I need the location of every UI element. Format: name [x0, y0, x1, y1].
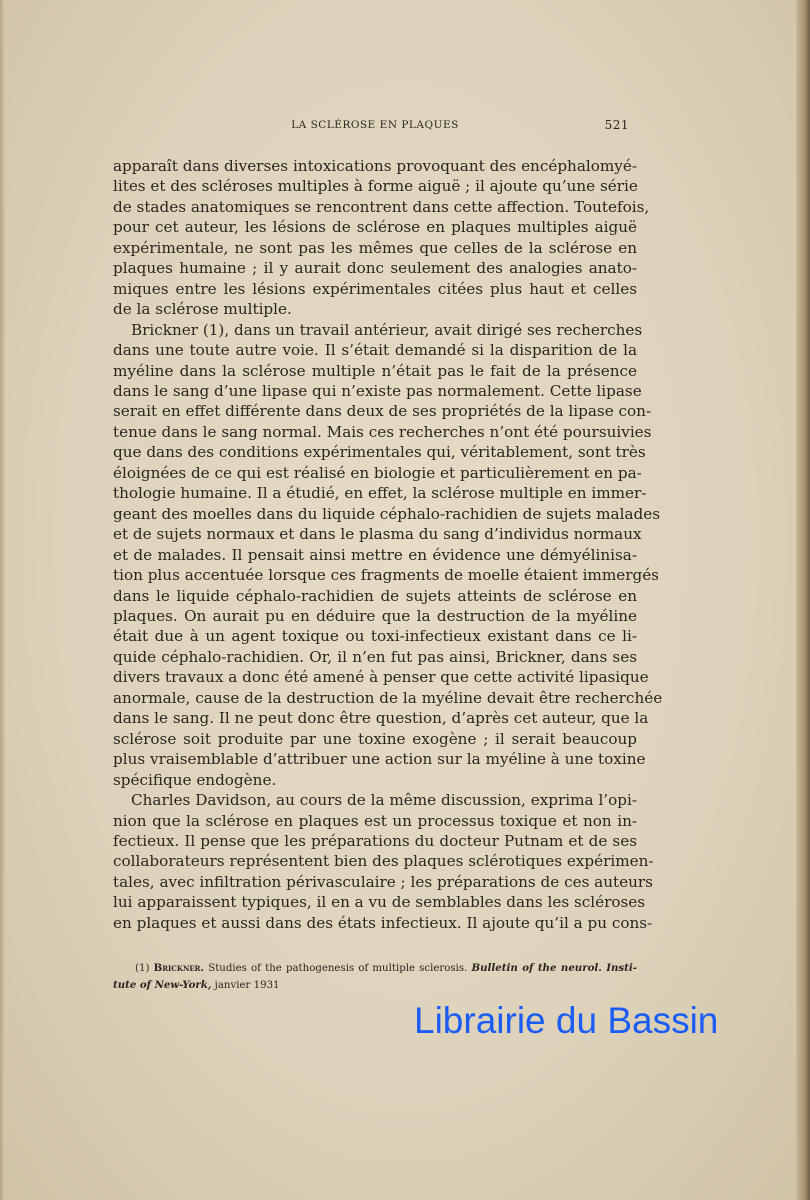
text-line: miques entre les lésions expérimentales citées plus haut et celles — [113, 279, 637, 298]
text-line: plus vraisemblable d’attribuer une action sur la myéline à une toxine — [113, 750, 646, 769]
text-line: tion plus accentuée lorsque ces fragments de moelle étaient immergés — [113, 566, 659, 585]
text-line: Charles Davidson, au cours de la même discussion, exprima l’opi- — [131, 791, 637, 810]
text-line: plaques humaine ; il y aurait donc seulement des analogies anato- — [113, 259, 637, 278]
text-line: pour cet auteur, les lésions de sclérose en plaques multiples aiguë — [113, 218, 637, 237]
text-line: de stades anatomiques se rencontrent dans cette affection. Toutefois, — [113, 197, 650, 216]
text-line: fectieux. Il pense que les préparations du docteur Putnam et de ses — [113, 831, 637, 850]
text-line: apparaît dans diverses intoxications provoquant des encéphalomyé- — [113, 157, 637, 175]
text-line: collaborateurs représentent bien des plaques sclérotiques expérimen- — [113, 852, 654, 871]
page-edge-right — [796, 0, 810, 1200]
text-line: dans le sang. Il ne peut donc être question, d’après cet auteur, que la — [113, 709, 649, 728]
footnote-line — [113, 960, 637, 977]
text-line: sclérose soit produite par une toxine exogène ; il serait beaucoup — [113, 729, 637, 748]
text-line: nion que la sclérose en plaques est un processus toxique et non in- — [113, 811, 637, 830]
text-line: était due à un agent toxique ou toxi-infectieux existant dans ce li- — [113, 627, 637, 646]
text-line: en plaques et aussi dans des états infectieux. Il ajoute qu’il a pu cons- — [113, 913, 653, 932]
text-line: de la sclérose multiple. — [113, 300, 292, 319]
text-line: dans le liquide céphalo-rachidien de sujets atteints de sclérose en — [113, 586, 637, 605]
footnote-journal: Bulletin of the neurol. Insti- — [471, 962, 637, 974]
text-line: serait en effet différente dans deux de ses propriétés de la lipase con- — [113, 402, 652, 421]
text-line: anormale, cause de la destruction de la myéline devait être recherchée — [113, 688, 663, 707]
footnote-journal-cont: tute of New-York, — [113, 979, 212, 991]
page-header — [113, 119, 637, 137]
footnote-line — [113, 977, 637, 994]
footnote-marker: (1) — [135, 963, 150, 974]
footnote-title: Studies of the pathogenesis of multiple sclerosis. — [208, 963, 468, 974]
text-line: éloignées de ce qui est réalisé en biologie et particulièrement en pa- — [113, 463, 642, 482]
footnote-author: Brickner. — [153, 962, 205, 974]
text-line: tales, avec infiltration périvasculaire ; les préparations de ces auteurs — [113, 872, 653, 891]
text-line: divers travaux a donc été amené à penser que cette activité lipasique — [113, 668, 649, 687]
text-line: lites et des scléroses multiples à forme aiguë ; il ajoute qu’une série — [113, 177, 638, 196]
text-line: spécifique endogène. — [113, 770, 277, 789]
text-line: myéline dans la sclérose multiple n’était pas le fait de la présence — [113, 361, 637, 380]
text-line: dans le sang d’une lipase qui n’existe pas normalement. Cette lipase — [113, 381, 642, 400]
text-line: quide céphalo-rachidien. Or, il n’en fut pas ainsi, Brickner, dans ses — [113, 647, 637, 666]
text-line: Brickner (1), dans un travail antérieur, avait dirigé ses recherches — [131, 320, 643, 339]
running-title: LA SCLÉROSE EN PLAQUES — [291, 119, 459, 131]
body-text — [113, 156, 663, 933]
footnote-date: janvier 1931 — [214, 980, 280, 991]
text-line: et de sujets normaux et dans le plasma du sang d’individus normaux — [113, 525, 642, 544]
text-line: dans une toute autre voie. Il s’était demandé si la disparition de la — [113, 341, 637, 360]
footnote — [113, 960, 637, 994]
text-line: et de malades. Il pensait ainsi mettre en évidence une démyélinisa- — [113, 545, 637, 564]
page-edge-left — [0, 0, 6, 1200]
text-line: lui apparaissent typiques, il en a vu de semblables dans les scléroses — [113, 893, 646, 912]
watermark: Librairie du Bassin — [414, 1000, 719, 1041]
page-number: 521 — [604, 118, 629, 132]
text-line: geant des moelles dans du liquide céphalo-rachidien de sujets malades — [113, 504, 661, 523]
text-line: thologie humaine. Il a étudié, en effet, la sclérose multiple en immer- — [113, 484, 647, 503]
text-line: que dans des conditions expérimentales qui, véritablement, sont très — [113, 443, 646, 462]
text-line: expérimentale, ne sont pas les mêmes que celles de la sclérose en — [113, 238, 637, 257]
text-line: plaques. On aurait pu en déduire que la destruction de la myéline — [113, 606, 637, 625]
text-line: tenue dans le sang normal. Mais ces recherches n’ont été poursuivies — [113, 422, 652, 441]
